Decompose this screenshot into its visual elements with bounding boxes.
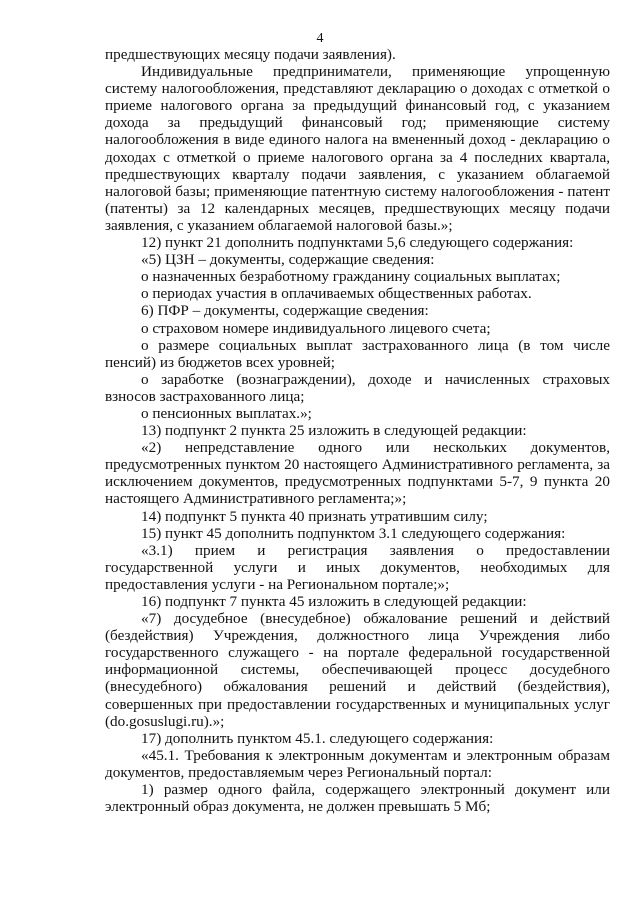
- paragraph: 14) подпункт 5 пункта 40 признать утратившим силу;: [141, 507, 488, 525]
- paragraph: о периодах участия в оплачиваемых общественных работах.: [141, 285, 532, 303]
- paragraph: о пенсионных выплатах.»;: [141, 404, 312, 422]
- page-number: 4: [316, 31, 324, 46]
- paragraph: «7) досудебное (внесудебное) обжалование решений и действий (бездействия) Учреждения, должностного лица Учреждения либо государственного служащего - на портале федеральной государственной информационной системы, обеспечивающей процесс досудебного (внесудебного) обжалования решений и действий (бездействия), совершенных при предоставлении государственных и муниципальных услуг (do.gosuslugi.ru).»;: [105, 610, 610, 730]
- paragraph: о заработке (вознаграждении), доходе и начисленных страховых взносов застрахованного лица;: [105, 370, 610, 405]
- paragraph: «3.1) прием и регистрация заявления о предоставлении государственной услуги и иных документов, необходимых для предоставления услуги - на Региональном портале;»;: [105, 541, 610, 593]
- paragraph: «2) непредставление одного или нескольких документов, предусмотренных пунктом 20 настоящего Административного регламента, за исключением документов, предусмотренных подпунктами 5-7, 9 пункта 20 настоящего Административного регламента;»;: [105, 439, 610, 508]
- paragraph: «45.1. Требования к электронным документам и электронным образам документов, предоставляемым через Региональный портал:: [105, 746, 610, 781]
- paragraph: 1) размер одного файла, содержащего электронный документ или электронный образ документа, не должен превышать 5 Мб;: [105, 781, 610, 816]
- paragraph: 17) дополнить пунктом 45.1. следующего содержания:: [141, 729, 494, 747]
- document-body: [105, 46, 610, 815]
- paragraph: 16) подпункт 7 пункта 45 изложить в следующей редакции:: [141, 593, 527, 610]
- paragraph: о страховом номере индивидуального лицевого счета;: [141, 319, 491, 337]
- paragraph: о назначенных безработному гражданину социальных выплатах;: [141, 268, 561, 286]
- paragraph: о размере социальных выплат застрахованного лица (в том числе пенсий) из бюджетов всех уровней;: [105, 336, 610, 371]
- paragraph: 12) пункт 21 дополнить подпунктами 5,6 следующего содержания:: [141, 234, 574, 252]
- paragraph: 15) пункт 45 дополнить подпунктом 3.1 следующего содержания:: [141, 524, 566, 542]
- paragraph: «5) ЦЗН – документы, содержащие сведения:: [141, 251, 435, 269]
- paragraph: 6) ПФР – документы, содержащие сведения:: [141, 302, 429, 320]
- paragraph: Индивидуальные предприниматели, применяющие упрощенную систему налогообложения, представляют декларацию о доходах с отметкой о приеме налогового органа за предыдущий финансовый год, с указанием дохода за предыдущий финансовый год; применяющие систему налогообложения в виде единого налога на вмененный доход - декларацию о доходах с отметкой о приеме налогового органа за 4 последних квартала, предшествующих кварталу подачи заявления, с указанием облагаемой налоговой базы; применяющие патентную систему налогообложения - патент (патенты) за 12 календарных месяцев, предшествующих месяцу подачи заявления, с указанием облагаемой налоговой базы.»;: [105, 63, 610, 234]
- paragraph: предшествующих месяцу подачи заявления).: [105, 46, 396, 63]
- paragraph: 13) подпункт 2 пункта 25 изложить в следующей редакции:: [141, 422, 527, 440]
